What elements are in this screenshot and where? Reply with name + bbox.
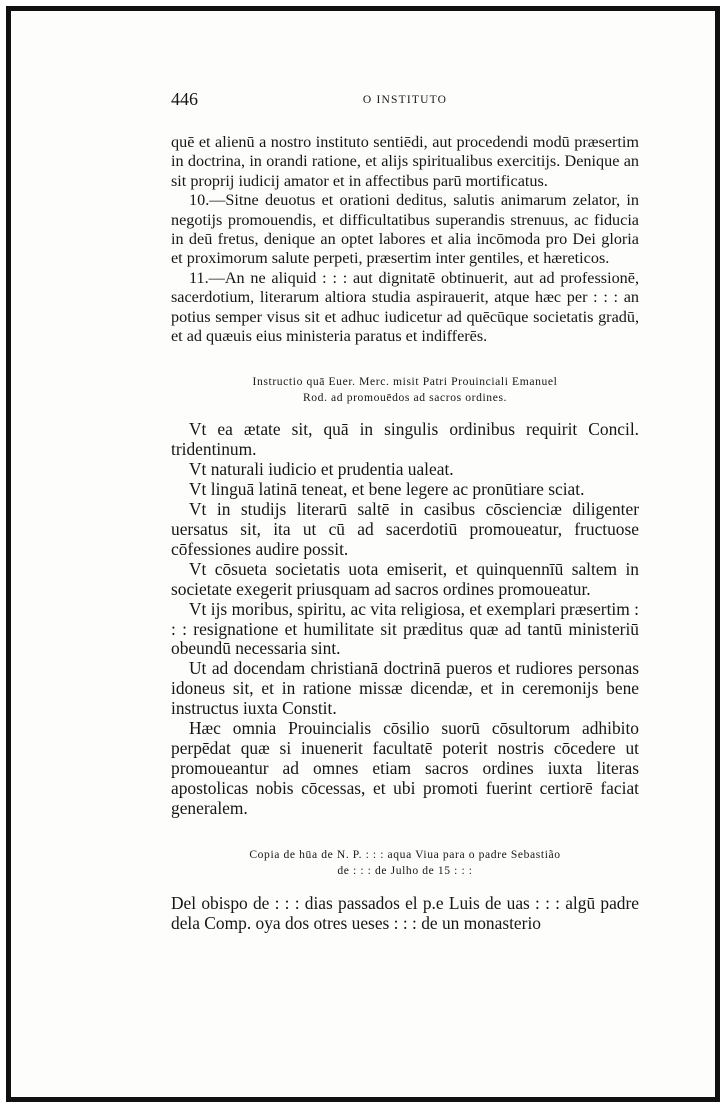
section-heading-copia xyxy=(171,847,639,879)
running-title: O INSTITUTO xyxy=(362,94,448,106)
paragraph: Vt cōsueta societatis uota emiserit, et quinquennīū saltem in societate exegerit priusquam ad sacros ordines promoueatur. xyxy=(171,558,639,599)
paragraph: Hæc omnia Prouincialis cōsilio suorū cōsultorum adhibito perpēdat quæ si inuenerit facultatē poterit nostris cōcedere ut promoueantur ad omnes etiam sacros ordines iuxta literas apostolicas nobis cōcessas, et ubi promoti fuerint certiorē faciat generalem. xyxy=(171,718,639,818)
heading-line: Copia de hūa de N. P. : : : aqua Viua para o padre Sebastião xyxy=(249,847,561,861)
section-letter xyxy=(171,893,639,934)
paragraph: Vt in studijs literarū saltē in casibus cōscienciæ diligenter uersatus sit, ita ut cū ad sacerdotiū promoueatur, fructuose cōfessiones audire possit. xyxy=(171,499,639,559)
paragraph-item-10: 10.—Sitne deuotus et orationi deditus, salutis animarum zelator, in negotijs promouendis, et difficultatibus superandis strenuus, ac fiducia in deū fretus, denique an optet labores et alia incōmoda pro Dei gloria et proximorum salute perpeti, præsertim inter gentiles, et hæreticos. xyxy=(171,191,639,268)
running-head xyxy=(171,89,639,115)
page-frame xyxy=(6,6,720,1102)
paragraph: Ut ad docendam christianā doctrinā pueros et rudiores personas idoneus sit, et in ratione missæ dicendæ, et in ceremonijs bene instructus iuxta Constit. xyxy=(171,658,639,719)
heading-line: Rod. ad promouēdos ad sacros ordines. xyxy=(302,391,508,405)
paragraph-item-11: 11.—An ne aliquid : : : aut dignitatē obtinuerit, aut ad professionē, sacerdotium, literarum altiora studia aspirauerit, atque hæc per : : : an potius semper visus sit et adhuc iudicetur ad quēcūque societatis gradū, et ad quæuis eius ministeria paratus et indifferēs. xyxy=(171,268,639,346)
heading-line: Instructio quā Euer. Merc. misit Patri Prouinciali Emanuel xyxy=(252,375,558,389)
paragraph-continuation: quē et alienū a nostro instituto sentiēdi, aut procedendi modū præsertim in doctrina, in orandi ratione, et alijs spiritualibus exercitijs. Denique an sit proprij iudicij amator et in affectibus parū mortificatus. xyxy=(171,133,639,190)
heading-line: de : : : de Julho de 15 : : : xyxy=(337,863,473,877)
paragraph: Vt ijs moribus, spiritu, ac vita religiosa, et exemplari præsertim : : : resignatione et humilitate sit præditus quæ ad tantū ministeriū obeundū necessaria sint. xyxy=(171,598,639,659)
paragraph: Vt ea ætate sit, quā in singulis ordinibus requirit Concil. tridentinum. xyxy=(171,419,639,460)
document-page xyxy=(171,89,639,933)
section-questions xyxy=(171,133,639,346)
paragraph: Vt linguā latinā teneat, et bene legere ac pronūtiare sciat. xyxy=(189,479,585,500)
paragraph: Vt naturali iudicio et prudentia ualeat. xyxy=(189,459,454,480)
section-heading-instructio xyxy=(171,374,639,406)
section-instructions xyxy=(171,420,639,818)
paragraph: Del obispo de : : : dias passados el p.e Luis de uas : : : algū padre dela Comp. oya dos otres ueses : : : de un monasterio xyxy=(171,892,639,933)
page-number: 446 xyxy=(171,89,198,109)
